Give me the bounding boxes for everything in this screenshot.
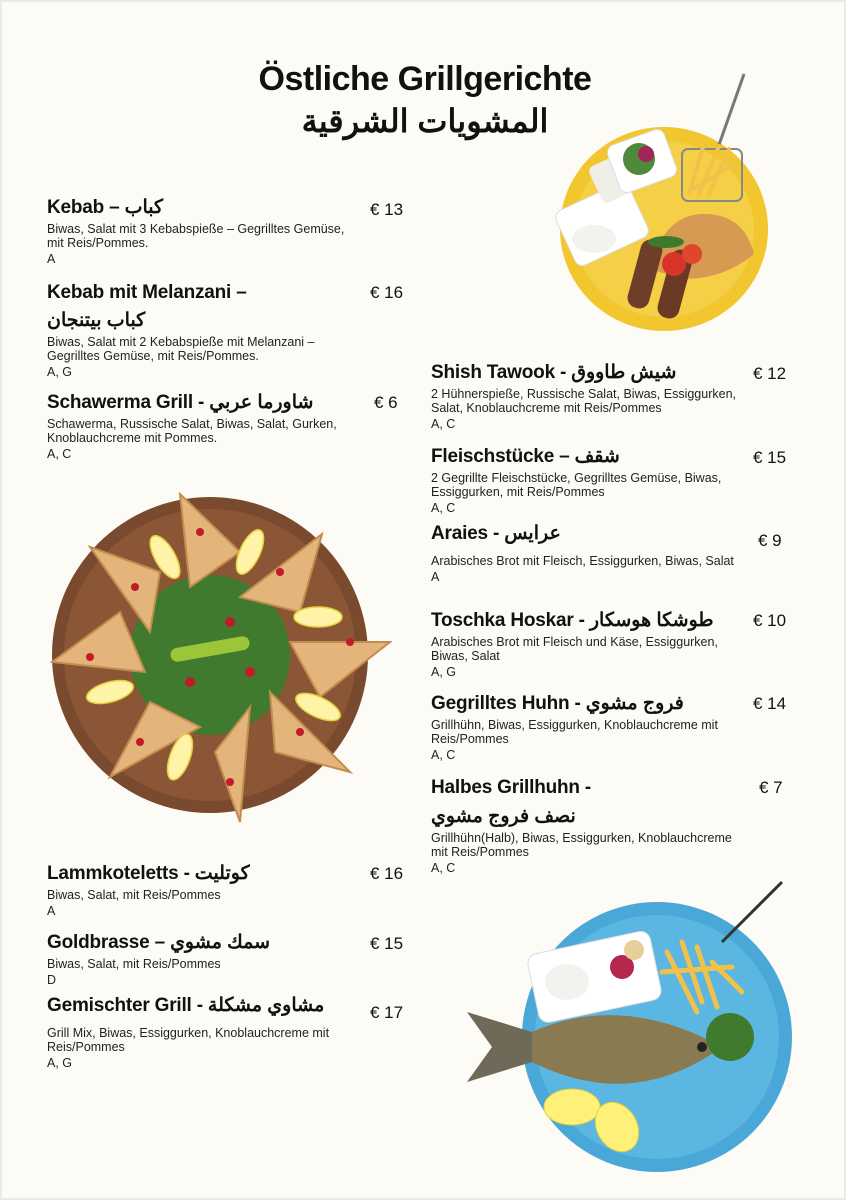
item-allergens: A, C — [431, 501, 456, 515]
menu-item-goldbrasse — [47, 931, 357, 987]
item-allergens: A, C — [431, 748, 456, 762]
item-price: € 15 — [370, 934, 404, 953]
item-allergens: A — [47, 252, 56, 266]
page-title-german: Östliche Grillgerichte — [258, 60, 592, 98]
page-title-arabic: المشويات الشرقية — [301, 103, 549, 139]
item-allergens: A, G — [47, 365, 73, 379]
kebab-plate-photo — [554, 64, 774, 334]
item-name: Halbes Grillhuhn - — [431, 777, 592, 798]
item-name: Gemischter Grill - مشاوي مشكلة — [47, 995, 325, 1016]
menu-item-halbes-grillhuhn — [431, 776, 741, 875]
item-description: Schawerma, Russische Salat, Biwas, Salat, Gurken, Knoblauchcreme mit Pommes. — [47, 417, 337, 445]
menu-item-fleischstuecke — [431, 445, 741, 515]
item-name: Kebab mit Melanzani – — [47, 282, 247, 303]
item-name: Lammkoteletts - كوتليت — [47, 863, 250, 884]
menu-item-shish-tawook — [431, 361, 741, 431]
menu-item-kebab-melanzani — [47, 281, 357, 379]
menu-item-araies — [431, 522, 741, 584]
item-description: Biwas, Salat mit 3 Kebabspieße – Gegrilltes Gemüse, mit Reis/Pommes. — [47, 222, 345, 250]
item-name: Goldbrasse – سمك مشوي — [47, 932, 271, 953]
item-allergens: D — [47, 973, 57, 987]
item-description: Biwas, Salat mit 2 Kebabspieße mit Melanzani – Gegrilltes Gemüse, mit Reis/Pommes. — [47, 335, 315, 363]
menu-item-toschka-hoskar — [431, 609, 741, 679]
item-name: Shish Tawook - شيش طاووق — [431, 362, 677, 383]
item-name: Schawerma Grill - شاورما عربي — [47, 392, 314, 413]
item-description: Arabisches Brot mit Fleisch, Essiggurken, Biwas, Salat — [431, 554, 734, 568]
item-description: 2 Gegrillte Fleischstücke, Gegrilltes Gemüse, Biwas, Essiggurken, mit Reis/Pommes — [431, 471, 722, 499]
item-price: € 12 — [753, 364, 787, 383]
item-description: 2 Hühnerspieße, Russische Salat, Biwas, Essiggurken, Salat, Knoblauchcreme mit Reis/Pommes — [431, 387, 737, 415]
item-allergens: A — [431, 570, 440, 584]
menu-page — [2, 2, 844, 1198]
item-name-arabic: كباب بيتنجان — [47, 310, 146, 331]
menu-item-gemischter-grill — [47, 994, 357, 1070]
item-description: Biwas, Salat, mit Reis/Pommes — [47, 888, 221, 902]
item-description: Biwas, Salat, mit Reis/Pommes — [47, 957, 221, 971]
item-description: Arabisches Brot mit Fleisch und Käse, Essiggurken, Biwas, Salat — [431, 635, 718, 663]
item-price: € 14 — [753, 694, 787, 713]
menu-item-lammkoteletts — [47, 862, 357, 918]
item-name: Fleischstücke – شقف — [431, 446, 620, 467]
item-allergens: A, C — [47, 447, 72, 461]
item-description: Grill Mix, Biwas, Essiggurken, Knoblauchcreme mit Reis/Pommes — [47, 1026, 330, 1054]
item-price: € 15 — [753, 448, 787, 467]
item-price: € 9 — [758, 531, 782, 550]
item-allergens: A, C — [431, 417, 456, 431]
menu-item-gegrilltes-huhn — [431, 692, 741, 762]
item-allergens: A, G — [431, 665, 457, 679]
item-name-arabic: نصف فروج مشوي — [431, 806, 576, 827]
item-name: Gegrilltes Huhn - فروج مشوي — [431, 693, 684, 714]
item-price: € 13 — [370, 200, 404, 219]
item-name: Toschka Hoskar - طوشكا هوسكار — [431, 610, 714, 631]
fish-plate-photo — [462, 872, 792, 1172]
item-price: € 6 — [374, 393, 398, 412]
menu-item-kebab — [47, 196, 357, 266]
item-name: Araies - عرايس — [431, 523, 561, 544]
item-price: € 16 — [370, 283, 404, 302]
menu-item-schawerma-grill — [47, 391, 357, 461]
item-allergens: A, C — [431, 861, 456, 875]
item-price: € 17 — [370, 1003, 404, 1022]
item-description: Grillhühn(Halb), Biwas, Essiggurken, Knoblauchcreme mit Reis/Pommes — [431, 831, 732, 859]
bread-platter-photo — [50, 492, 392, 826]
item-allergens: A, G — [47, 1056, 73, 1070]
item-price: € 10 — [753, 611, 787, 630]
item-description: Grillhühn, Biwas, Essiggurken, Knoblauchcreme mit Reis/Pommes — [431, 718, 718, 746]
item-price: € 7 — [759, 778, 783, 797]
item-price: € 16 — [370, 864, 404, 883]
item-name: Kebab – كباب — [47, 197, 164, 218]
item-allergens: A — [47, 904, 56, 918]
